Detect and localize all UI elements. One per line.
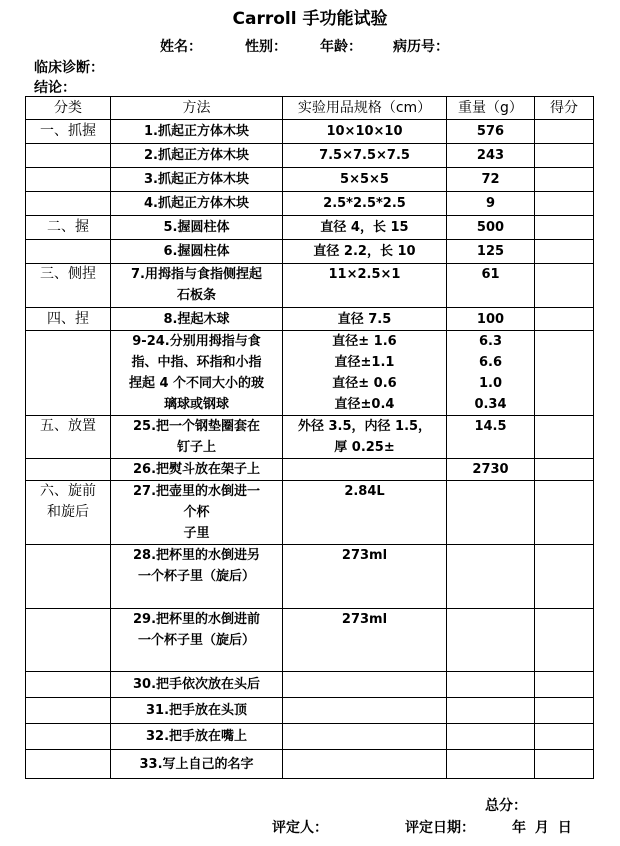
spec-line: 直径±1.1: [334, 355, 395, 370]
table-row: [26, 308, 594, 331]
method-line: 28.把杯里的水倒进另: [132, 548, 261, 563]
spec-cell: 273ml: [283, 545, 447, 609]
method-cell: 1.抓起正方体木块: [111, 120, 283, 144]
category-cell: 二、握: [26, 216, 111, 240]
category-line: 和旋后: [47, 504, 89, 520]
table-row: [26, 416, 594, 459]
spec-cell: 7.5×7.5×7.5: [283, 144, 447, 168]
spec-cell: [283, 459, 447, 481]
method-cell: 26.把熨斗放在架子上: [111, 459, 283, 481]
method-line: 捏起 4 个不同大小的玻: [128, 376, 265, 391]
spec-cell: [283, 672, 447, 698]
method-line: 29.把杯里的水倒进前: [132, 612, 261, 627]
method-line: 指、中指、环指和小指: [131, 355, 262, 370]
score-cell[interactable]: [535, 672, 594, 698]
test-table: [25, 96, 594, 779]
method-cell: 4.抓起正方体木块: [111, 192, 283, 216]
conclusion-label: 结论：: [34, 80, 76, 96]
method-cell: 5.握圆柱体: [111, 216, 283, 240]
table-row: [26, 144, 594, 168]
spec-cell: 直径 2.2，长 10: [283, 240, 447, 264]
table-row: [26, 609, 594, 672]
method-line: 9-24.分别用拇指与食: [132, 334, 261, 349]
score-cell[interactable]: [535, 168, 594, 192]
weight-cell: 100: [447, 308, 535, 331]
header-category: 分类: [26, 97, 111, 120]
header-score: 得分: [535, 97, 594, 120]
weight-cell: [447, 750, 535, 779]
spec-line: 外径 3.5，内径 1.5，: [297, 419, 432, 434]
score-cell[interactable]: [535, 264, 594, 308]
category-cell: [26, 698, 111, 724]
spec-cell: 2.84L: [283, 481, 447, 545]
header-method: 方法: [111, 97, 283, 120]
method-cell: 31.把手放在头顶: [111, 698, 283, 724]
weight-cell: 500: [447, 216, 535, 240]
category-cell: [26, 724, 111, 750]
diagnosis-label: 临床诊断：: [34, 60, 104, 76]
category-cell: 四、捏: [26, 308, 111, 331]
category-cell: [26, 459, 111, 481]
score-cell[interactable]: [535, 724, 594, 750]
method-cell: 33.写上自己的名字: [111, 750, 283, 779]
name-label: 姓名：: [160, 39, 202, 55]
category-cell: [26, 240, 111, 264]
spec-cell: [283, 724, 447, 750]
table-row: [26, 724, 594, 750]
category-line: 六、旋前: [40, 483, 96, 499]
assessment-date-label: 评定日期：: [405, 820, 475, 836]
score-cell[interactable]: [535, 416, 594, 459]
method-cell: 6.握圆柱体: [111, 240, 283, 264]
score-cell[interactable]: [535, 308, 594, 331]
category-cell: [26, 609, 111, 672]
score-cell[interactable]: [535, 120, 594, 144]
spec-line: 直径± 1.6: [332, 334, 397, 349]
weight-cell: [447, 545, 535, 609]
weight-cell: [447, 481, 535, 545]
score-cell[interactable]: [535, 144, 594, 168]
score-cell[interactable]: [535, 192, 594, 216]
record-number-label: 病历号：: [393, 39, 449, 55]
method-line: 7.用拇指与食指侧捏起: [131, 267, 262, 282]
category-cell: [26, 144, 111, 168]
category-cell: [26, 750, 111, 779]
assessor-label: 评定人：: [272, 820, 328, 836]
spec-line: 直径±0.4: [334, 397, 395, 412]
spec-cell: 直径 7.5: [283, 308, 447, 331]
table-row: [26, 698, 594, 724]
weight-line: 6.6: [478, 355, 503, 370]
weight-cell: [447, 331, 535, 416]
method-cell: 3.抓起正方体木块: [111, 168, 283, 192]
spec-cell: [283, 750, 447, 779]
weight-cell: 576: [447, 120, 535, 144]
spec-cell: 2.5*2.5*2.5: [283, 192, 447, 216]
table-header-row: [26, 97, 594, 120]
score-cell[interactable]: [535, 750, 594, 779]
method-cell: [111, 545, 283, 609]
spec-cell: [283, 698, 447, 724]
score-cell[interactable]: [535, 459, 594, 481]
method-line: 钉子上: [176, 440, 216, 455]
table-row: [26, 120, 594, 144]
score-cell[interactable]: [535, 481, 594, 545]
method-line: 25.把一个钢垫圈套在: [132, 419, 261, 434]
category-cell: [26, 192, 111, 216]
score-cell[interactable]: [535, 609, 594, 672]
method-cell: 2.抓起正方体木块: [111, 144, 283, 168]
weight-cell: 72: [447, 168, 535, 192]
spec-cell: 5×5×5: [283, 168, 447, 192]
method-cell: [111, 416, 283, 459]
weight-cell: 2730: [447, 459, 535, 481]
spec-cell: 273ml: [283, 609, 447, 672]
spec-cell: 直径 4，长 15: [283, 216, 447, 240]
method-line: 石板条: [176, 288, 216, 303]
header-weight: 重量（g）: [447, 97, 535, 120]
weight-cell: 125: [447, 240, 535, 264]
spec-cell: 10×10×10: [283, 120, 447, 144]
weight-cell: [447, 609, 535, 672]
weight-line: 1.0: [478, 376, 503, 391]
weight-line: 0.34: [474, 397, 507, 412]
header-spec: 实验用品规格（cm）: [283, 97, 447, 120]
method-line: 个杯: [183, 505, 210, 520]
table-row: [26, 240, 594, 264]
score-cell[interactable]: [535, 240, 594, 264]
page-title: Carroll 手功能试验: [232, 9, 388, 29]
gender-label: 性别：: [245, 39, 287, 55]
table-row: [26, 168, 594, 192]
spec-cell: 11×2.5×1: [283, 264, 447, 308]
method-line: 27.把壶里的水倒进一: [132, 484, 261, 499]
score-cell[interactable]: [535, 331, 594, 416]
method-cell: [111, 331, 283, 416]
weight-cell: 9: [447, 192, 535, 216]
weight-cell: [447, 724, 535, 750]
weight-cell: 14.5: [447, 416, 535, 459]
age-label: 年龄：: [320, 39, 362, 55]
date-units: 年 月 日: [512, 820, 572, 836]
category-cell: [26, 672, 111, 698]
weight-line: 6.3: [478, 334, 503, 349]
method-cell: 32.把手放在嘴上: [111, 724, 283, 750]
category-cell: [26, 481, 111, 545]
total-score-label: 总分：: [485, 798, 527, 814]
method-line: 璃球或钢球: [163, 397, 229, 412]
method-line: 一个杯子里（旋后）: [137, 569, 255, 584]
spec-line: 厚 0.25±: [334, 440, 395, 455]
table-row: [26, 192, 594, 216]
table-row: [26, 459, 594, 481]
spec-line: 直径± 0.6: [332, 376, 397, 391]
method-line: 子里: [183, 526, 210, 541]
table-row: [26, 264, 594, 308]
weight-cell: 243: [447, 144, 535, 168]
category-cell: 五、放置: [26, 416, 111, 459]
score-cell[interactable]: [535, 698, 594, 724]
spec-cell: [283, 416, 447, 459]
method-cell: [111, 609, 283, 672]
method-cell: 8.捏起木球: [111, 308, 283, 331]
method-cell: [111, 481, 283, 545]
score-cell[interactable]: [535, 545, 594, 609]
score-cell[interactable]: [535, 216, 594, 240]
table-row: [26, 545, 594, 609]
category-cell: [26, 331, 111, 416]
weight-cell: 61: [447, 264, 535, 308]
method-cell: [111, 264, 283, 308]
table-row: [26, 672, 594, 698]
category-cell: [26, 545, 111, 609]
category-cell: 一、抓握: [26, 120, 111, 144]
method-cell: 30.把手依次放在头后: [111, 672, 283, 698]
table-row: [26, 216, 594, 240]
method-line: 一个杯子里（旋后）: [137, 633, 255, 648]
category-cell: 三、侧捏: [26, 264, 111, 308]
weight-cell: [447, 672, 535, 698]
weight-cell: [447, 698, 535, 724]
spec-cell: [283, 331, 447, 416]
table-row: [26, 331, 594, 416]
category-cell: [26, 168, 111, 192]
table-row: [26, 481, 594, 545]
table-row: [26, 750, 594, 779]
